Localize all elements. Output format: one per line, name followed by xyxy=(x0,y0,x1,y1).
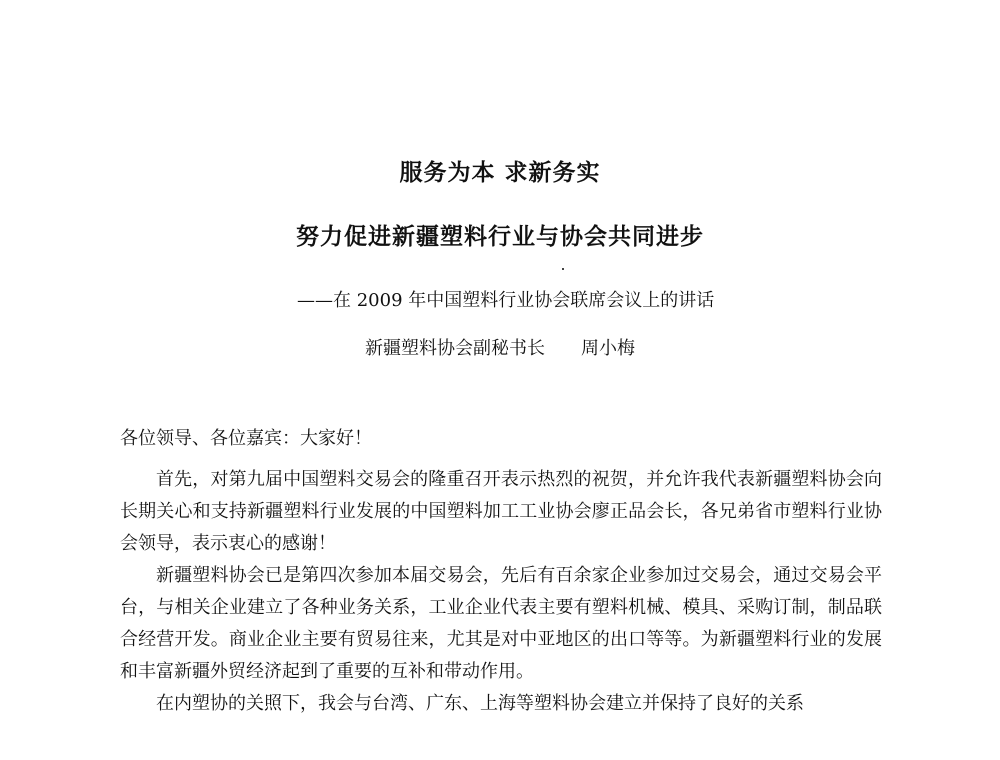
body-text xyxy=(120,464,882,720)
title-line-1: 服务为本 求新务实 xyxy=(399,160,601,186)
salutation: 各位领导、各位嘉宾：大家好！ xyxy=(120,428,372,449)
paragraph-2: 新疆塑料协会已是第四次参加本届交易会，先后有百余家企业参加过交易会，通过交易会平台，与相关企业建立了各种业务关系，工业企业代表主要有塑料机械、模具、采购订制，制品联合经营开发。商业企业主要有贸易往来，尤其是对中亚地区的出口等等。为新疆塑料行业的发展和丰富新疆外贸经济起到了重要的互补和带动作用。 xyxy=(120,565,882,682)
author-line xyxy=(0,334,1000,360)
author-org: 新疆塑料协会副秘书长 xyxy=(365,338,545,359)
author-name: 周小梅 xyxy=(581,338,635,359)
paragraph-3: 在内塑协的关照下，我会与台湾、广东、上海等塑料协会建立并保持了良好的关系 xyxy=(156,693,804,714)
scan-speck xyxy=(562,268,564,270)
title-line-2: 努力促进新疆塑料行业与协会共同进步 xyxy=(296,224,704,250)
subtitle: ——在 2009 年中国塑料行业协会联席会议上的讲话 xyxy=(297,290,715,311)
paragraph-1: 首先，对第九届中国塑料交易会的隆重召开表示热烈的祝贺，并允许我代表新疆塑料协会向长期关心和支持新疆塑料行业发展的中国塑料加工工业协会廖正品会长，各兄弟省市塑料行业协会领导，表示衷心的感谢！ xyxy=(120,469,882,554)
